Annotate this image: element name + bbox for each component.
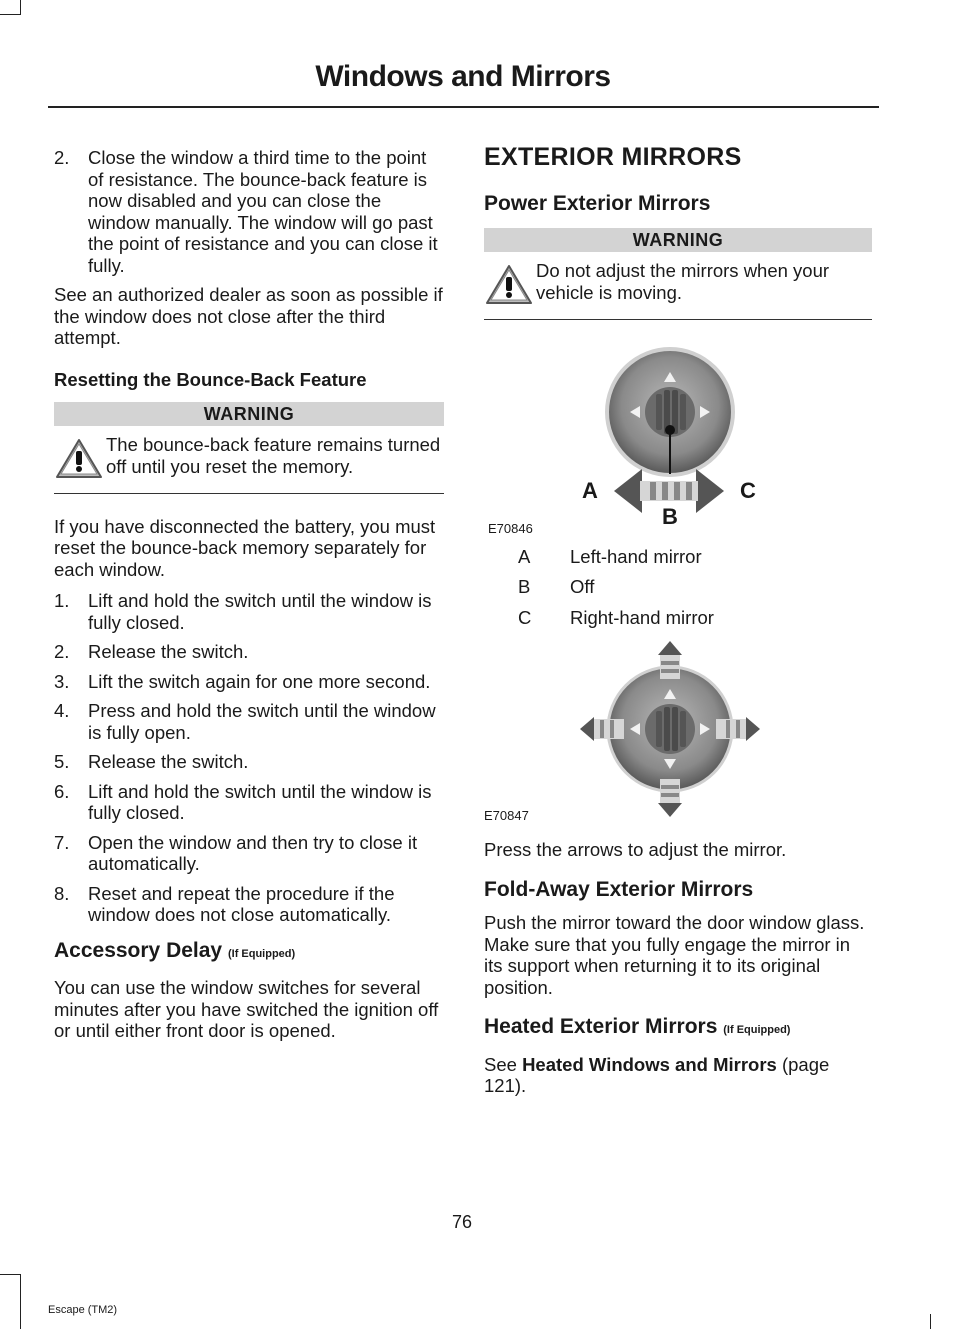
legend-row: C Right-hand mirror [518, 606, 714, 628]
warning-triangle-icon [484, 260, 536, 311]
crop-mark [20, 1274, 21, 1329]
accessory-delay-heading: Accessory Delay (If Equipped) [54, 938, 296, 962]
list-item: 8. Reset and repeat the procedure if the window does not close automatically. [54, 882, 395, 925]
heated-mirrors-heading: Heated Exterior Mirrors (If Equipped) [484, 1015, 791, 1038]
warning-box [484, 228, 872, 320]
label-a: A [582, 477, 598, 503]
list-item: 1. Lift and hold the switch until the window is fully closed. [54, 590, 432, 633]
page-title: Windows and Mirrors [315, 60, 611, 93]
list-item: 2. Release the switch. [54, 641, 249, 662]
list-item: 6. Lift and hold the switch until the window is fully closed. [54, 780, 432, 823]
mirror-adjust-diagram [484, 637, 872, 823]
crop-mark [0, 1274, 20, 1275]
left-column [54, 147, 444, 1052]
legend-row: B Off [518, 576, 595, 597]
warning-label: WARNING [484, 228, 872, 252]
dealer-paragraph: See an authorized dealer as soon as possible if the window does not close after the third attempt. [54, 284, 443, 348]
section-title: EXTERIOR MIRRORS [484, 143, 742, 171]
header-rule [48, 106, 879, 108]
right-column [484, 143, 872, 1107]
power-mirrors-heading: Power Exterior Mirrors [484, 191, 711, 215]
page-number: 76 [451, 1212, 473, 1232]
heated-paragraph: See Heated Windows and Mirrors (page 121). [484, 1053, 830, 1096]
warning-box [54, 402, 444, 494]
mirror-select-switch-figure [484, 324, 872, 546]
list-item: 4. Press and hold the switch until the window is fully open. [54, 700, 436, 743]
battery-paragraph: If you have disconnected the battery, you must reset the bounce-back memory separately for each window. [54, 515, 436, 580]
list-item: 7. Open the window and then try to close it automatically. [54, 831, 418, 874]
mirror-adjust-figure [484, 637, 872, 833]
legend-row: A Left-hand mirror [518, 545, 702, 567]
list-item: 2. Close the window a third time to the point of resistance. The bounce-back feature is now disabled and you can close the window manually. The window will go past the point of resistance and you can close it fully. [54, 147, 438, 276]
figure-code: E70847 [484, 808, 529, 823]
fold-away-paragraph: Push the mirror toward the door window glass. Make sure that you fully engage the mirror in its support when returning it to its original position. [484, 912, 865, 998]
footer-model: Escape (TM2) [48, 1304, 118, 1316]
list-item: 5. Release the switch. [54, 751, 249, 772]
fold-away-heading: Fold-Away Exterior Mirrors [484, 877, 754, 901]
warning-triangle-icon [54, 434, 106, 485]
warning-text: Do not adjust the mirrors when your vehicle is moving. [536, 260, 830, 303]
accessory-paragraph: You can use the window switches for several minutes after you have switched the ignition off or until either front door is opened. [54, 977, 439, 1041]
crop-mark [930, 1314, 931, 1329]
mirror-switch-diagram [484, 324, 872, 524]
figure-code: E70846 [488, 520, 533, 536]
reset-heading: Resetting the Bounce-Back Feature [54, 368, 367, 390]
warning-label: WARNING [54, 402, 444, 426]
crop-mark [20, 0, 21, 15]
if-equipped-tag: (If Equipped) [723, 1024, 791, 1036]
list-item: 3. Lift the switch again for one more second. [54, 670, 431, 692]
label-b: B [662, 503, 678, 529]
label-c: C [740, 477, 756, 503]
heated-windows-link[interactable]: Heated Windows and Mirrors [522, 1053, 777, 1075]
crop-mark [0, 14, 20, 15]
arrows-paragraph: Press the arrows to adjust the mirror. [484, 839, 787, 860]
if-equipped-tag: (If Equipped) [227, 947, 296, 960]
warning-text: The bounce-back feature remains turned off until you reset the memory. [106, 434, 441, 477]
